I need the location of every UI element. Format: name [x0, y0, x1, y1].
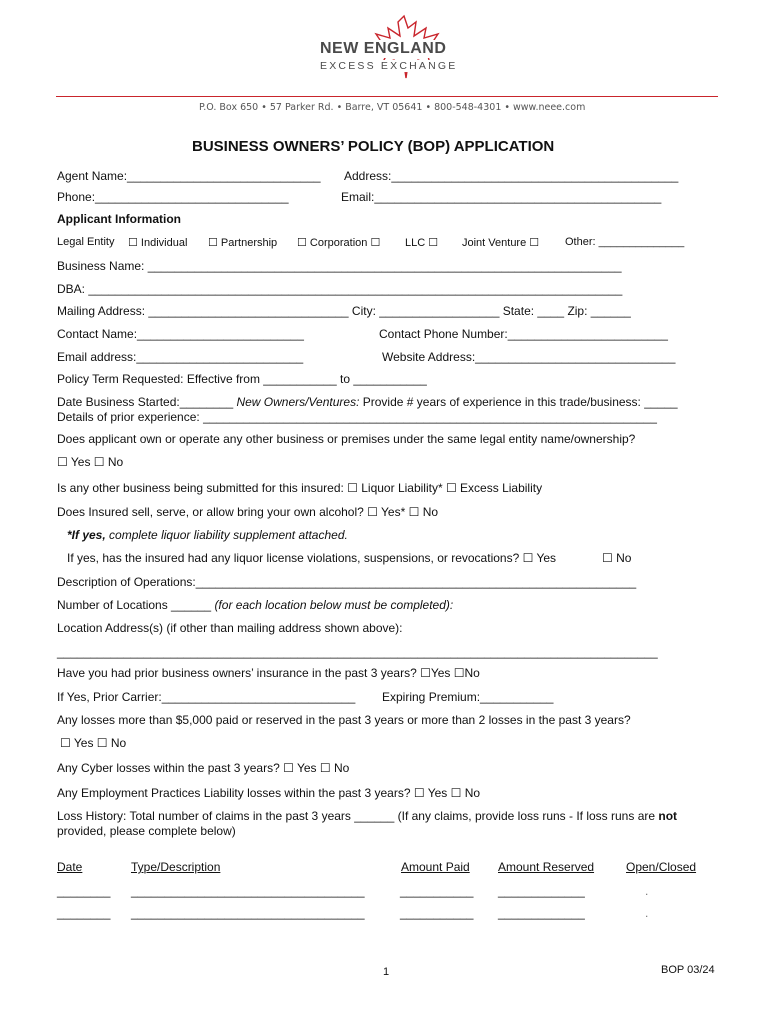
location-addresses-label: Location Address(s) (if other than mailing address shown above): [57, 621, 403, 635]
locations-field[interactable] [57, 598, 453, 612]
checkbox-llc[interactable]: LLC ☐ [405, 237, 439, 249]
violations-question[interactable]: If yes, has the insured had any liquor license violations, suspensions, or revocations? ☐ Yes [67, 551, 557, 565]
checkbox-individual[interactable]: ☐ Individual [128, 237, 188, 249]
dba-field[interactable]: DBA: ________________________________________________________________________________ [57, 282, 623, 296]
col-header-type: Type/Description [131, 860, 221, 874]
losses-question: Any losses more than $5,000 paid or reserved in the past 3 years or more than 2 losses in the past 3 years? [57, 713, 631, 727]
row1-amount-paid[interactable]: ___________ [400, 884, 474, 898]
prior-experience-field[interactable]: Details of prior experience: ____________________________________________________________________ [57, 410, 657, 424]
other-business-options[interactable]: ☐ Yes ☐ No [57, 455, 124, 469]
col-header-amount-reserved: Amount Reserved [498, 860, 595, 874]
submitted-question[interactable]: Is any other business being submitted for this insured: ☐ Liquor Liability* ☐ Excess Liability [57, 481, 543, 495]
alcohol-question[interactable]: Does Insured sell, serve, or allow bring your own alcohol? ☐ Yes* ☐ No [57, 505, 439, 519]
row2-status[interactable]: . [645, 906, 649, 920]
policy-term-field[interactable]: Policy Term Requested: Effective from ___________ to ___________ [57, 372, 427, 386]
agent-name-field[interactable]: Agent Name:_____________________________ [57, 169, 321, 183]
contact-phone-field[interactable]: Contact Phone Number:________________________ [379, 327, 668, 341]
loss-history-lead: Loss History: Total number of claims in the past 3 years ______ (If any claims, provide loss runs - If loss runs are [57, 809, 659, 823]
logo-subtitle: EXCESS EXCHANGE [320, 60, 458, 72]
location-addresses-line[interactable]: __________________________________________________________________________________________ [57, 645, 658, 659]
agent-email-field[interactable]: Email:___________________________________________ [341, 190, 662, 204]
prior-carrier-field[interactable]: If Yes, Prior Carrier:_____________________________ [57, 690, 356, 704]
locations-note: (for each location below must be completed): [214, 598, 454, 612]
email-address-field[interactable]: Email address:_________________________ [57, 350, 304, 364]
checkbox-partnership[interactable]: ☐ Partnership [208, 237, 278, 249]
operations-field[interactable]: Description of Operations:__________________________________________________________________ [57, 575, 637, 589]
prior-insurance-question[interactable]: Have you had prior business owners’ insurance in the past 3 years? ☐Yes ☐No [57, 666, 480, 680]
row1-status[interactable]: . [645, 884, 649, 898]
checkbox-joint-venture[interactable]: Joint Venture ☐ [462, 237, 540, 249]
col-header-amount-paid: Amount Paid [401, 860, 470, 874]
liquor-note [67, 528, 348, 542]
loss-history-continued: provided, please complete below) [57, 824, 236, 838]
col-header-status: Open/Closed [626, 860, 697, 874]
date-started-field[interactable] [57, 395, 678, 409]
page-number: 1 [383, 966, 390, 978]
liquor-note-lead: *If yes, [67, 528, 106, 542]
loss-history-not: not [658, 809, 678, 823]
business-name-field[interactable]: Business Name: _______________________________________________________________________ [57, 259, 622, 273]
company-address: P.O. Box 650 • 57 Parker Rd. • Barre, VT 05641 • 800-548-4301 • www.neee.com [199, 102, 586, 113]
entity-other-field[interactable]: Other: ______________ [565, 236, 685, 248]
epl-question[interactable]: Any Employment Practices Liability losses within the past 3 years? ☐ Yes ☐ No [57, 786, 481, 800]
loss-history-text [57, 809, 677, 823]
violations-no-checkbox[interactable]: ☐ No [602, 551, 632, 565]
losses-options[interactable]: ☐ Yes ☐ No [60, 736, 127, 750]
row1-date[interactable]: ________ [57, 884, 111, 898]
col-header-date: Date [57, 860, 83, 874]
liquor-note-text: complete liquor liability supplement attached. [105, 528, 348, 542]
agent-address-field[interactable]: Address:___________________________________________ [344, 169, 679, 183]
other-business-question: Does applicant own or operate any other business or premises under the same legal entity name/ownership? [57, 432, 636, 446]
agent-phone-field[interactable]: Phone:_____________________________ [57, 190, 289, 204]
row2-date[interactable]: ________ [57, 906, 111, 920]
row2-type[interactable]: ___________________________________ [131, 906, 365, 920]
website-field[interactable]: Website Address:______________________________ [382, 350, 676, 364]
page-title: BUSINESS OWNERS’ POLICY (BOP) APPLICATION [192, 138, 555, 155]
row2-amount-paid[interactable]: ___________ [400, 906, 474, 920]
header-rule [56, 96, 718, 97]
logo-title: NEW ENGLAND [320, 40, 447, 57]
row2-amount-reserved[interactable]: _____________ [498, 906, 585, 920]
mailing-address-field[interactable]: Mailing Address: ______________________________ City: __________________ State: ____ Zip: ______ [57, 304, 631, 318]
row1-type[interactable]: ___________________________________ [131, 884, 365, 898]
form-code: BOP 03/24 [661, 964, 715, 976]
legal-entity-label: Legal Entity [57, 236, 115, 248]
expiring-premium-field[interactable]: Expiring Premium:___________ [382, 690, 554, 704]
row1-amount-reserved[interactable]: _____________ [498, 884, 585, 898]
checkbox-corporation[interactable]: ☐ Corporation ☐ [297, 237, 381, 249]
applicant-heading: Applicant Information [57, 212, 181, 226]
years-experience-label: Provide # years of experience in this trade/business: _____ [359, 395, 678, 409]
date-started-label: Date Business Started:________ [57, 395, 237, 409]
cyber-question[interactable]: Any Cyber losses within the past 3 years? ☐ Yes ☐ No [57, 761, 350, 775]
locations-label: Number of Locations ______ [57, 598, 215, 612]
contact-name-field[interactable]: Contact Name:_________________________ [57, 327, 304, 341]
new-owners-label: New Owners/Ventures: [236, 395, 360, 409]
